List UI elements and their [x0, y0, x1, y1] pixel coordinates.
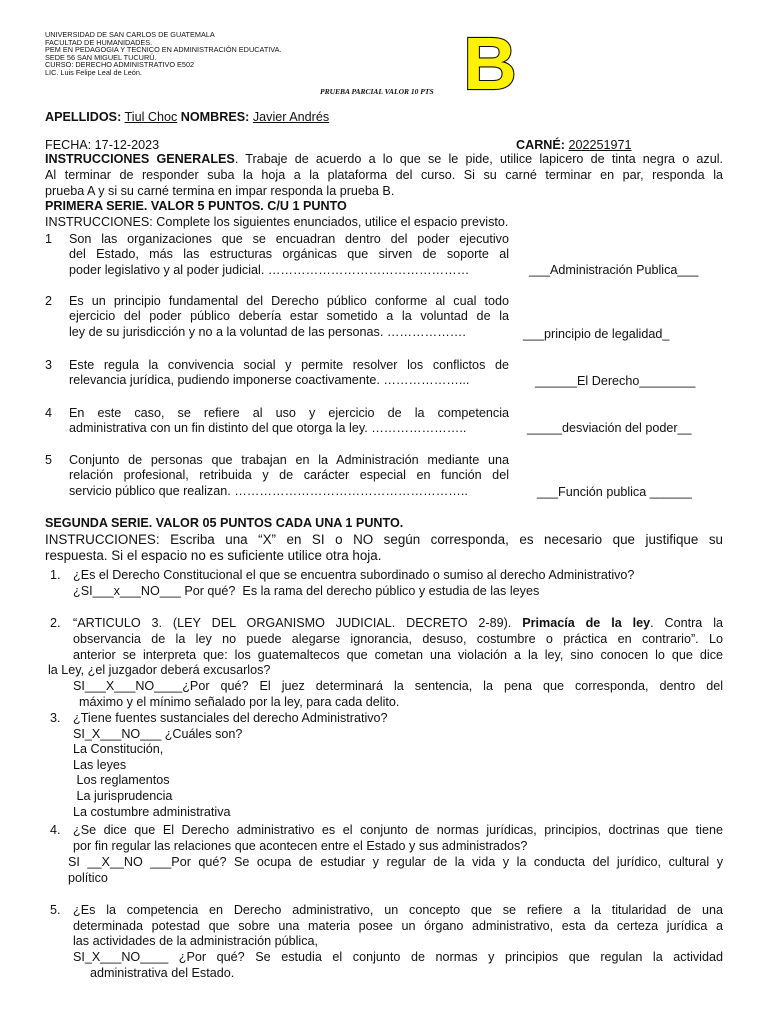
version-letter-badge: [463, 22, 517, 105]
serie2-title: SEGUNDA SERIE. VALOR 05 PUNTOS CADA UNA 1 PUNTO.: [45, 516, 404, 530]
item-number: 2: [45, 294, 53, 308]
header-line: LIC. Luis Felipe Leal de León.: [45, 67, 142, 77]
item-line: poder legislativo y al poder judicial. …………………………………………: [69, 262, 470, 277]
carne-label: CARNÉ:: [516, 138, 565, 152]
nombres-value: Javier Andrés: [252, 110, 330, 124]
question-text: ¿Tiene fuentes sustanciales del derecho Administrativo?: [73, 711, 388, 725]
question-answer: político: [68, 870, 108, 885]
serie1-item: [69, 358, 509, 389]
question-text: por fin regular las relaciones que acontecen entre el Estado y sus administrados?: [73, 838, 528, 853]
item-answer: ___principio de legalidad_: [523, 327, 670, 341]
question-answer: SI __X__NO ___Por qué? Se ocupa de estudiar y regular de la vida y la conducta del jurídico, cultural y: [68, 855, 723, 869]
question-text: observancia de la ley no puede alegarse ignorancia, desuso, costumbre o práctica en contrario”. Lo: [73, 632, 723, 646]
question-answer: máximo y el mínimo señalado por la ley, para cada delito.: [79, 694, 400, 709]
question-5-answer: [73, 950, 723, 981]
item-line: Este regula la convivencia social y permite resolver los conflictos de: [69, 358, 509, 372]
serie2-instructions-line: respuesta. Si el espacio no es suficiente utilice otra hoja.: [45, 547, 382, 563]
question-2-answer: [73, 679, 723, 710]
question-3: [73, 711, 723, 820]
question-answer: administrativa del Estado.: [90, 965, 235, 980]
instructions-line: Al terminar de responder suba la hoja a la plataforma del curso. Si su carné terminar en par, responda la: [45, 168, 723, 182]
serie2-instructions: [45, 532, 723, 563]
instructions-line: . Trabaje de acuerdo a lo que se le pide, utilice lapicero de tinta negra o azul.: [234, 152, 723, 166]
question-2-tail: [48, 663, 723, 679]
question-number: 4.: [50, 823, 61, 837]
header-line: SEDE 56 SAN MIGUEL TUCURÚ.: [45, 52, 157, 62]
list-item: La costumbre administrativa: [73, 804, 231, 819]
serie2-instructions-line: INSTRUCCIONES: Escriba una “X” en SI o NO según corresponda, es necesario que justifique su: [45, 532, 723, 547]
question-5: [73, 903, 723, 950]
question-answer: SI___X___NO____¿Por qué? El juez determinará la sentencia, la pena que corresponda, dentro del: [73, 679, 723, 693]
serie1-item: [69, 453, 509, 499]
carne-value: 202251971: [568, 138, 632, 152]
item-number: 3: [45, 358, 53, 372]
question-text: “ARTICULO 3. (LEY DEL ORGANISMO JUDICIAL. DECRETO 2-89).: [73, 616, 512, 630]
serie1-instructions: INSTRUCCIONES: Complete los siguientes enunciados, utilice el espacio previsto.: [45, 215, 509, 229]
serie1-item: [69, 294, 509, 340]
header-line: UNIVERSIDAD DE SAN CARLOS DE GUATEMALA: [45, 30, 215, 39]
question-text: determinada potestad que sobre una materia posee un órgano administrativo, esta da certeza jurídica a: [73, 918, 723, 933]
list-item: Las leyes: [73, 757, 127, 772]
item-line: del Estado, más las estructuras orgánicas que sirven de soporte al: [69, 247, 509, 262]
item-line: Son las organizaciones que se encuadran dentro del poder ejecutivo: [69, 232, 509, 246]
apellidos-label: APELLIDOS:: [45, 110, 122, 124]
question-text: . Contra la: [650, 616, 723, 630]
nombres-label: NOMBRES:: [180, 110, 250, 124]
item-answer: _____desviación del poder__: [527, 421, 692, 435]
item-line: En este caso, se refiere al uso y ejercicio de la competencia: [69, 406, 509, 420]
serie1-title: PRIMERA SERIE. VALOR 5 PUNTOS. C/U 1 PUNTO: [45, 199, 347, 213]
question-text-bold: Primacía de la ley: [522, 616, 651, 630]
question-2-body: [73, 632, 723, 663]
version-letter: B: [463, 22, 517, 105]
serie1-item: [69, 406, 509, 437]
item-number: 4: [45, 406, 53, 420]
list-item: La jurisprudencia: [73, 788, 173, 803]
item-answer: ___Administración Publica___: [529, 263, 699, 277]
student-name-line: [45, 110, 329, 124]
item-answer: ______El Derecho________: [535, 374, 696, 388]
item-number: 1: [45, 232, 53, 246]
item-line: relación profesional, retribuida y de carácter especial en función del: [69, 468, 509, 483]
fecha: FECHA: 17-12-2023: [45, 138, 160, 152]
instructions-line: prueba A y si su carné termina en impar responda la prueba B.: [45, 184, 395, 198]
list-item: Los reglamentos: [73, 773, 170, 788]
question-answer: ¿SI___x___NO___ Por qué? Es la rama del derecho público y estudia de las leyes: [73, 583, 540, 598]
question-1: [73, 568, 723, 599]
question-4: [73, 823, 723, 854]
exam-type: PRUEBA PARCIAL VALOR 10 PTS: [320, 87, 434, 96]
question-answer: SI_X___NO____ ¿Por qué? Se estudia el conjunto de normas y principios que regulan la actividad: [73, 950, 723, 964]
question-2: [73, 616, 723, 632]
item-number: 5: [45, 453, 53, 467]
general-instructions: [45, 151, 723, 199]
apellidos-value: Tiul Choc: [124, 110, 178, 124]
list-item: La Constitución,: [73, 742, 164, 757]
item-line: administrativa con un fin distinto del que otorga la ley. …………………..: [69, 421, 467, 436]
item-line: Es un principio fundamental del Derecho público conforme al cual todo: [69, 294, 509, 308]
question-answer: SI_X___NO___ ¿Cuáles son?: [73, 726, 243, 741]
header-line: PEM EN PEDAGOGIA Y TECNICO EN ADMINISTRACIÓN EDUCATIVA.: [45, 45, 282, 55]
header-line: CURSO: DERECHO ADMINISTRATIVO E502: [45, 60, 195, 70]
item-line: Conjunto de personas que trabajan en la Administración mediante una: [69, 453, 509, 467]
serie1-item: [69, 232, 509, 278]
question-number: 5.: [50, 903, 61, 917]
instructions-title: INSTRUCCIONES GENERALES: [45, 152, 235, 166]
question-text: ¿Es el Derecho Constitucional el que se encuentra subordinado o sumiso al derecho Administrativo?: [73, 568, 635, 582]
question-text: la Ley, ¿el juzgador deberá excusarlos?: [48, 663, 271, 677]
question-number: 2.: [50, 616, 61, 630]
item-answer: ___Función publica ______: [537, 485, 692, 499]
header-line: FACULTAD DE HUMANIDADES.: [45, 37, 153, 47]
question-number: 3.: [50, 711, 61, 725]
item-line: ley de su jurisdicción y no a la voluntad de las personas. ……………….: [69, 324, 466, 339]
institution-header: [45, 31, 282, 77]
item-line: servicio público que realizan. ………………………………………………..: [69, 483, 468, 498]
item-line: relevancia jurídica, pudiendo imponerse coactivamente. ………………...: [69, 373, 470, 388]
question-text: ¿Se dice que El Derecho administrativo es el conjunto de normas jurídicas, principios, doctrinas que tiene: [73, 823, 723, 837]
question-4-answer: [68, 855, 723, 886]
question-text: ¿Es la competencia en Derecho administrativo, un concepto que se refiere a la titularidad de una: [73, 903, 723, 917]
question-number: 1.: [50, 568, 61, 582]
item-line: ejercicio del poder público debería estar sometido a la voluntad de la: [69, 309, 509, 324]
question-text: las actividades de la administración pública,: [73, 934, 319, 949]
question-text: anterior se interpreta que: los guatemaltecos que cometan una violación a la ley, sino conocen lo que dice: [73, 647, 723, 662]
carne-line: [516, 138, 632, 152]
